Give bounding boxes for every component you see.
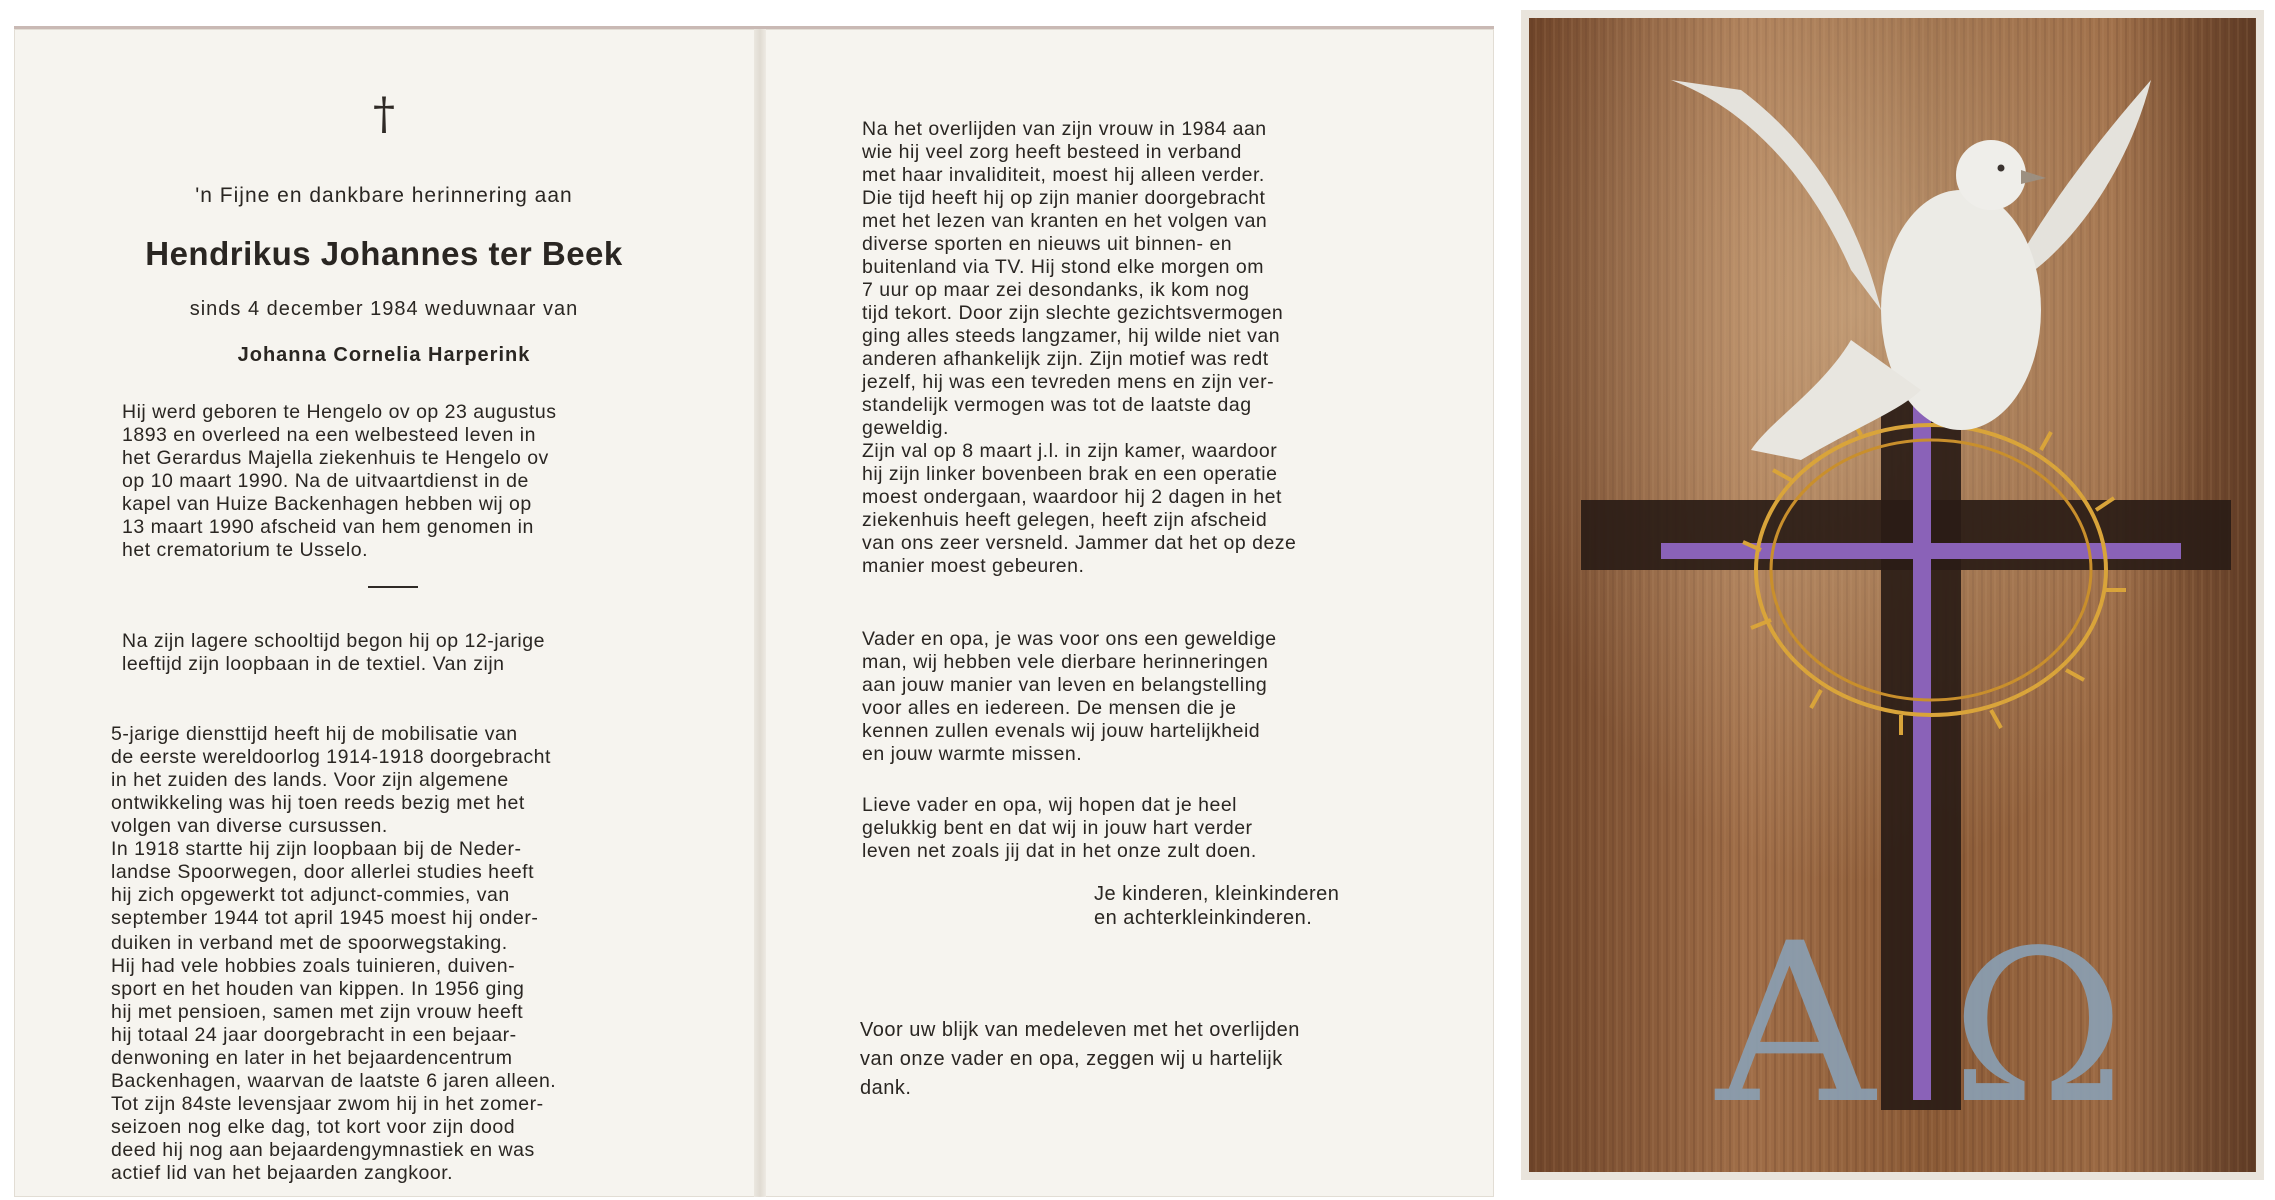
text-line: 7 uur op maar zei desondanks, ik kom nog: [862, 279, 1250, 301]
text-line: van onze vader en opa, zeggen wij u hartelijk: [860, 1048, 1283, 1070]
text-line: en achterkleinkinderen.: [1094, 907, 1313, 929]
deceased-name: Hendrikus Johannes ter Beek: [145, 235, 623, 272]
text-line: hij zich opgewerkt tot adjunct-commies, van: [111, 884, 510, 906]
text-line: de eerste wereldoorlog 1914-1918 doorgebracht: [111, 746, 551, 768]
widower-line: sinds 4 december 1984 weduwnaar van: [189, 298, 579, 320]
text-line: 5-jarige diensttijd heeft hij de mobilisatie van: [111, 723, 518, 745]
text-line: Vader en opa, je was voor ons een geweldige: [862, 628, 1277, 650]
text-line: het crematorium te Usselo.: [122, 539, 369, 561]
text-line: manier moest gebeuren.: [862, 555, 1085, 577]
text-line: leven net zoals jij dat in het onze zult doen.: [862, 840, 1257, 862]
text-line: aan jouw manier van leven en belangstelling: [862, 674, 1268, 696]
intro-line: 'n Fijne en dankbare herinnering aan: [195, 184, 573, 207]
text-line: in het zuiden des lands. Voor zijn algemene: [111, 769, 509, 791]
text-line: geweldig.: [862, 417, 949, 439]
text-line: buitenland via TV. Hij stond elke morgen om: [862, 256, 1264, 278]
text-line: ging alles steeds langzamer, hij wilde niet van: [862, 325, 1281, 347]
text-line: diverse sporten en nieuws uit binnen- en: [862, 233, 1233, 255]
family-signature: [1094, 882, 1339, 930]
text-line: september 1944 tot april 1945 moest hij onder-: [111, 907, 539, 929]
text-line: kennen zullen evenals wij jouw hartelijkheid: [862, 720, 1261, 742]
page-fold: [754, 29, 766, 1197]
text-line: Die tijd heeft hij op zijn manier doorgebracht: [862, 187, 1266, 209]
text-line: moest ondergaan, waardoor hij 2 dagen in het: [862, 486, 1282, 508]
text-line: Backenhagen, waarvan de laatste 6 jaren alleen.: [111, 1070, 557, 1092]
text-line: dank.: [860, 1077, 912, 1099]
text-line: Hij werd geboren te Hengelo ov op 23 augustus: [122, 401, 557, 423]
thanks-paragraph: [860, 1016, 1440, 1103]
divider: [368, 586, 418, 588]
text-line: Zijn val op 8 maart j.l. in zijn kamer, waardoor: [862, 440, 1278, 462]
life-paragraph-start: [122, 630, 674, 676]
text-line: wie hij veel zorg heeft besteed in verband: [862, 141, 1242, 163]
text-line: actief lid van het bejaarden zangkoor.: [111, 1162, 454, 1184]
life-paragraph-middle: [111, 723, 663, 930]
text-line: van ons zeer versneld. Jammer dat het op deze: [862, 532, 1297, 554]
omega-letter: Ω: [1951, 905, 2126, 1150]
text-line: tijd tekort. Door zijn slechte gezichtsvermogen: [862, 302, 1284, 324]
text-line: met het lezen van kranten en het volgen van: [862, 210, 1268, 232]
life-paragraph-end: [111, 932, 663, 1185]
text-line: sport en het houden van kippen. In 1956 ging: [111, 978, 525, 1000]
right-page: [766, 29, 1494, 1197]
text-line: Lieve vader en opa, wij hopen dat je heel: [862, 794, 1238, 816]
text-line: en jouw warmte missen.: [862, 743, 1083, 765]
illustration-art: [1521, 10, 2264, 1180]
alpha-letter: A: [1716, 896, 1875, 1152]
birth-paragraph: [122, 401, 674, 562]
text-line: hij met pensioen, samen met zijn vrouw heeft: [111, 1001, 524, 1023]
widowhood-paragraph: [862, 118, 1420, 578]
text-line: Na zijn lagere schooltijd begon hij op 12-jarige: [122, 630, 545, 652]
text-line: Hij had vele hobbies zoals tuinieren, duiven-: [111, 955, 516, 977]
tribute-paragraph: [862, 628, 1420, 766]
text-line: denwoning en later in het bejaardencentrum: [111, 1047, 513, 1069]
text-line: ziekenhuis heeft gelegen, heeft zijn afscheid: [862, 509, 1268, 531]
text-line: leeftijd zijn loopbaan in de textiel. Van zijn: [122, 653, 505, 675]
text-line: hij zijn linker bovenbeen brak en een operatie: [862, 463, 1278, 485]
farewell-paragraph: [862, 794, 1420, 863]
text-line: Tot zijn 84ste levensjaar zwom hij in het zomer-: [111, 1093, 544, 1115]
text-line: volgen van diverse cursussen.: [111, 815, 388, 837]
text-line: deed hij nog aan bejaardengymnastiek en was: [111, 1139, 535, 1161]
text-line: duiken in verband met de spoorwegstaking.: [111, 932, 508, 954]
front-card-illustration: [1521, 10, 2264, 1180]
memorial-card-spread: [14, 26, 1494, 1197]
left-page: [14, 29, 754, 1197]
text-line: anderen afhankelijk zijn. Zijn motief was redt: [862, 348, 1269, 370]
text-line: Je kinderen, kleinkinderen: [1094, 883, 1340, 905]
text-line: het Gerardus Majella ziekenhuis te Hengelo ov: [122, 447, 549, 469]
text-line: seizoen nog elke dag, tot kort voor zijn dood: [111, 1116, 516, 1138]
text-line: landse Spoorwegen, door allerlei studies heeft: [111, 861, 535, 883]
text-line: op 10 maart 1990. Na de uitvaartdienst in de: [122, 470, 529, 492]
text-line: met haar invaliditeit, moest hij alleen verder.: [862, 164, 1265, 186]
text-line: voor alles en iedereen. De mensen die je: [862, 697, 1237, 719]
text-line: In 1918 startte hij zijn loopbaan bij de Neder-: [111, 838, 522, 860]
text-line: 13 maart 1990 afscheid van hem genomen in: [122, 516, 534, 538]
text-line: man, wij hebben vele dierbare herinneringen: [862, 651, 1269, 673]
cross-icon: †: [373, 89, 395, 140]
text-line: hij totaal 24 jaar doorgebracht in een bejaar-: [111, 1024, 517, 1046]
text-line: jezelf, hij was een tevreden mens en zijn ver-: [862, 371, 1275, 393]
text-line: ontwikkeling was hij toen reeds bezig met het: [111, 792, 525, 814]
text-line: standelijk vermogen was tot de laatste dag: [862, 394, 1252, 416]
text-line: Voor uw blijk van medeleven met het overlijden: [860, 1019, 1300, 1041]
text-line: 1893 en overleed na een welbesteed leven in: [122, 424, 536, 446]
text-line: gelukkig bent en dat wij in jouw hart verder: [862, 817, 1253, 839]
text-line: kapel van Huize Backenhagen hebben wij op: [122, 493, 532, 515]
spouse-name: Johanna Cornelia Harperink: [237, 344, 531, 366]
text-line: Na het overlijden van zijn vrouw in 1984 aan: [862, 118, 1267, 140]
